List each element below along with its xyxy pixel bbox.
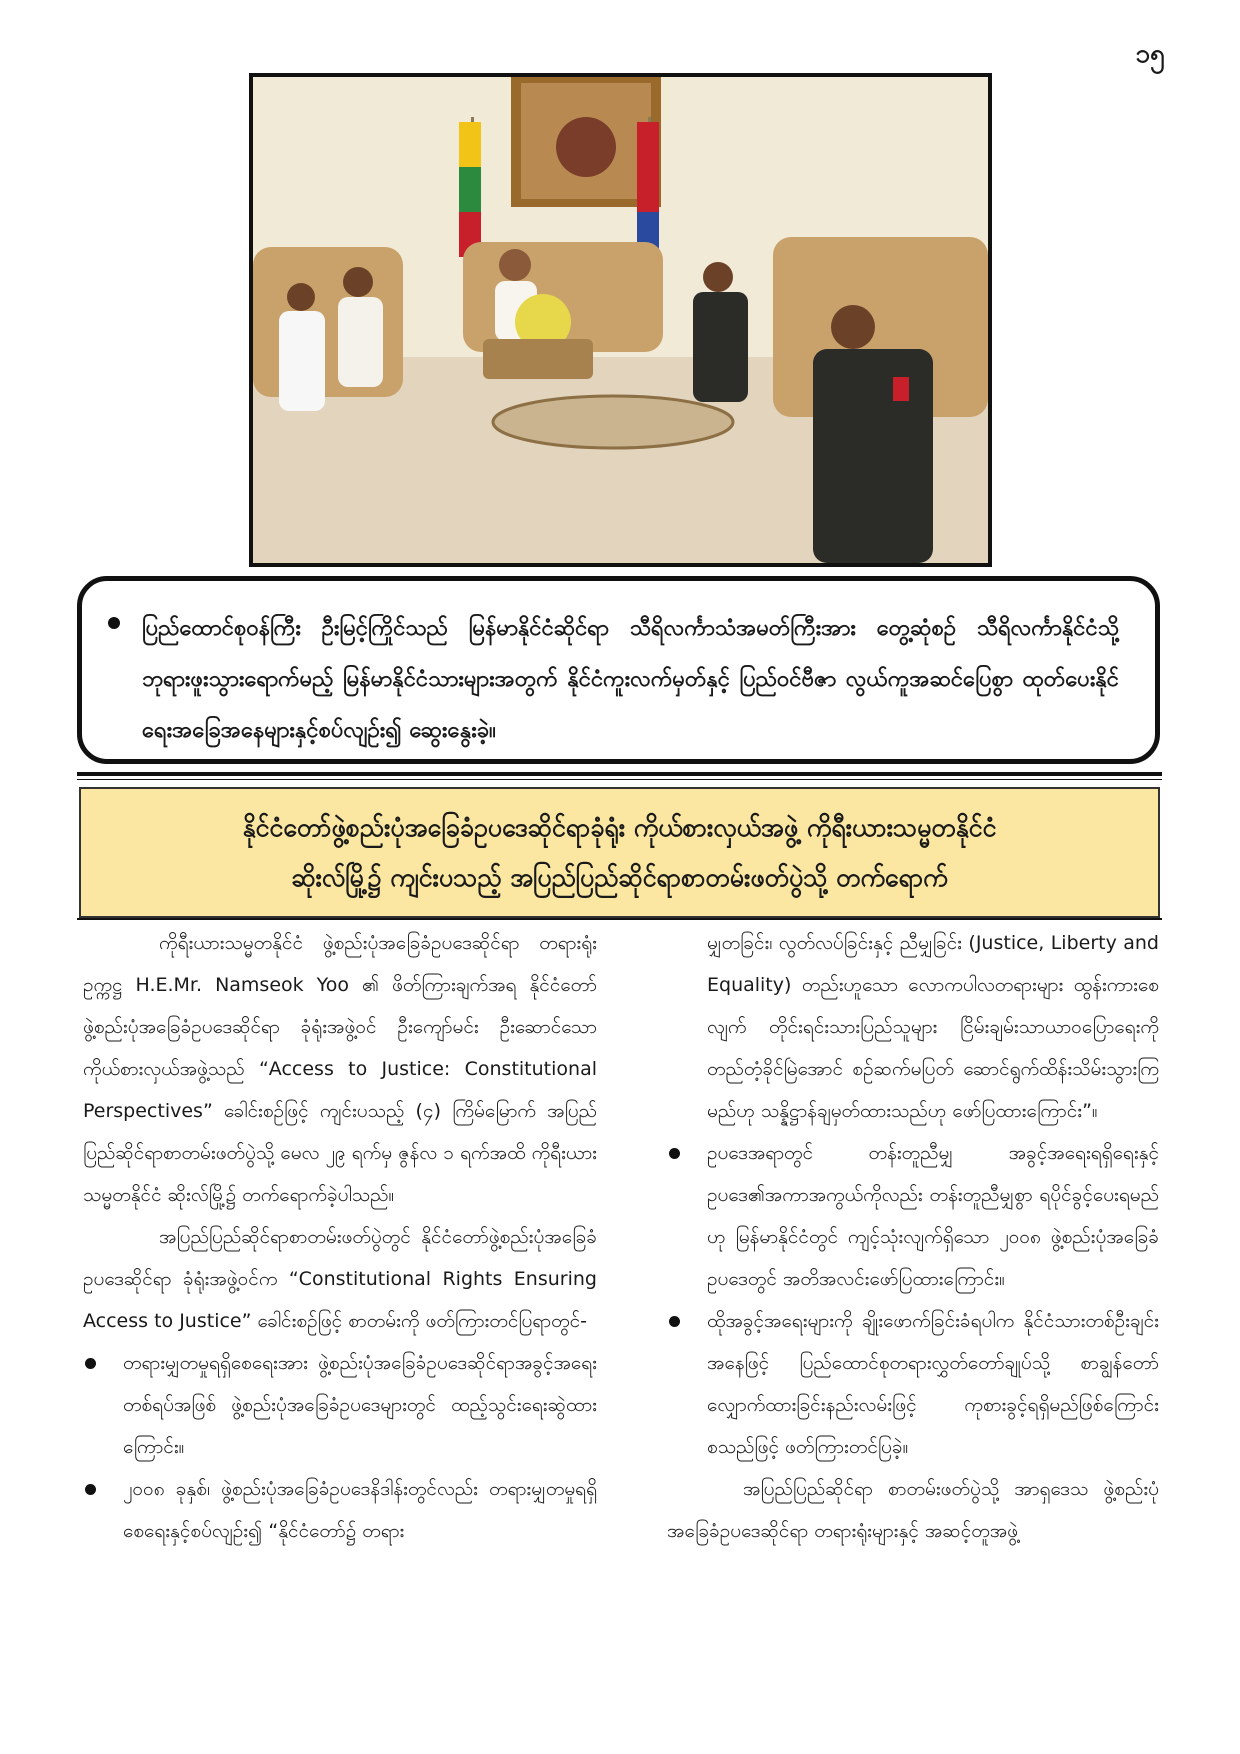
- article-heading: [79, 787, 1160, 918]
- heading-underline: [77, 918, 1162, 920]
- coffee-table: [483, 339, 593, 379]
- section-divider-thin: [77, 779, 1162, 780]
- photo-caption: ပြည်ထောင်စုဝန်ကြီး ဦးမြင့်ကြိုင်သည် မြန်မာနိုင်ငံဆိုင်ရာ သီရိလင်္ကာသံအမတ်ကြီးအား တွေ့ဆုံစဉ် သီရိလင်္ကာနိုင်ငံသို့ ဘုရားဖူးသွားရောက်မည့် မြန်မာနိုင်ငံသားများအတွက် နိုင်ငံကူးလက်မှတ်နှင့် ပြည်ဝင်ဗီဇာ လွယ်ကူအဆင်ပြေစွာ ထုတ်ပေးနိုင်ရေးအခြေအနေများနှင့်စပ်လျဉ်း၍ ဆွေးနွေးခဲ့။: [142, 603, 1119, 756]
- article-paragraph: ကိုရီးယားသမ္မတနိုင်ငံ ဖွဲ့စည်းပုံအခြေခံဥပဒေဆိုင်ရာ တရားရုံးဥက္ကဋ္ဌ H.E.Mr. Namseok Yoo ၏ ဖိတ်ကြားချက်အရ နိုင်ငံတော်ဖွဲ့စည်းပုံအခြေခံဥပဒေဆိုင်ရာ ခုံရုံးအဖွဲ့ဝင် ဦးကျော်မင်း ဦးဆောင်သောကိုယ်စားလှယ်အဖွဲ့သည် “Access to Justice: Constitutional Perspectives” ခေါင်းစဉ်ဖြင့် ကျင်းပသည့် (၄) ကြိမ်မြောက် အပြည်ပြည်ဆိုင်ရာစာတမ်းဖတ်ပွဲသို့ မေလ ၂၉ ရက်မှ ဇွန်လ ၁ ရက်အထိ ကိုရီးယား သမ္မတနိုင်ငံ ဆိုးလ်မြို့၌ တက်ရောက်ခဲ့ပါသည်။: [83, 932, 597, 1206]
- host-head: [499, 249, 531, 281]
- section-divider: [77, 772, 1162, 776]
- article-paragraph: အပြည်ပြည်ဆိုင်ရာ စာတမ်းဖတ်ပွဲသို့ အာရှဒေသ ဖွဲ့စည်းပုံအခြေခံဥပဒေဆိုင်ရာ တရားရုံးများနှင့် အဆင့်တူအဖွဲ့: [667, 1478, 1159, 1542]
- article-bullet: ဥပဒေအရာတွင် တန်းတူညီမျှ အခွင့်အရေးရရှိရေးနှင့် ဥပဒေ၏အကာအကွယ်ကိုလည်း တန်းတူညီမျှစွာ ရပိုင်ခွင့်ပေးရမည်ဟု မြန်မာနိုင်ငံတွင် ကျင့်သုံးလျက်ရှိသော ၂၀၀၈ ဖွဲ့စည်းပုံအခြေခံဥပဒေတွင် အတိအလင်းဖော်ပြထားကြောင်း။: [667, 1132, 1159, 1300]
- meeting-photo: [249, 73, 992, 567]
- article-heading-line2: ဆိုးလ်မြို့၌ ကျင်းပသည့် အပြည်ပြည်ဆိုင်ရာစာတမ်းဖတ်ပွဲသို့ တက်ရောက်: [291, 862, 948, 892]
- article-heading-line1: နိုင်ငံတော်ဖွဲ့စည်းပုံအခြေခံဥပဒေဆိုင်ရာခုံရုံး ကိုယ်စားလှယ်အဖွဲ့ ကိုရီးယားသမ္မတနိုင်ငံ: [242, 812, 997, 842]
- meeting-photo-illustration: [253, 77, 988, 563]
- flag-left-yellow: [459, 122, 481, 167]
- officer-woman-body: [279, 311, 325, 411]
- article-column-right: [667, 922, 1159, 1742]
- officer-woman-head: [287, 283, 315, 311]
- officer2-badge: [893, 377, 909, 401]
- page-number: ၁၅: [1135, 39, 1165, 69]
- article-paragraph: အပြည်ပြည်ဆိုင်ရာစာတမ်းဖတ်ပွဲတွင် နိုင်ငံတော်ဖွဲ့စည်းပုံအခြေခံဥပဒေဆိုင်ရာ ခုံရုံးအဖွဲ့ဝင်က “Constitutional Rights Ensuring Access to Justice” ခေါင်းစဉ်ဖြင့် စာတမ်းကို ဖတ်ကြားတင်ပြရာတွင်-: [83, 1226, 597, 1332]
- officer2-head: [831, 305, 875, 349]
- guest-body: [338, 297, 383, 387]
- guest-head: [343, 267, 373, 297]
- article-bullet: ထိုအခွင့်အရေးများကို ချိုးဖောက်ခြင်းခံရပါက နိုင်ငံသားတစ်ဦးချင်းအနေဖြင့် ပြည်ထောင်စုတရားလွှတ်တော်ချုပ်သို့ စာချွန်တော်လျှောက်ထားခြင်းနည်းလမ်းဖြင့် ကုစားခွင့်ရရှိမည်ဖြစ်ကြောင်း စသည်ဖြင့် ဖတ်ကြားတင်ပြခဲ့။: [667, 1300, 1159, 1468]
- article-bullet: တရားမျှတမှုရရှိစေရေးအား ဖွဲ့စည်းပုံအခြေခံဥပဒေဆိုင်ရာအခွင့်အရေး တစ်ရပ်အဖြစ် ဖွဲ့စည်းပုံအခြေခံဥပဒေများတွင် ထည့်သွင်းရေးဆွဲထားကြောင်း။: [83, 1342, 597, 1468]
- flag-right-red: [637, 122, 659, 212]
- article-bullet: ၂၀၀၈ ခုနှစ်၊ ဖွဲ့စည်းပုံအခြေခံဥပဒေနိဒါန်းတွင်လည်း တရားမျှတမှုရရှိစေရေးနှင့်စပ်လျဉ်း၍ “နိုင်ငံတော်၌ တရား: [83, 1468, 597, 1552]
- painting-figure: [556, 117, 616, 177]
- officer1-body: [693, 292, 748, 402]
- article-column-left: [83, 922, 597, 1742]
- photo-caption-box: [77, 576, 1160, 764]
- officer2-body: [813, 349, 933, 563]
- article-paragraph: မျှတခြင်း၊ လွတ်လပ်ခြင်းနှင့် ညီမျှခြင်း (Justice, Liberty and Equality) တည်းဟူသော လောကပါလတရားများ ထွန်းကားစေလျက် တိုင်းရင်းသားပြည်သူများ ငြိမ်းချမ်းသာယာဝပြောရေးကို တည်တံ့ခိုင်မြဲအောင် စဉ်ဆက်မပြတ် ဆောင်ရွက်ထိန်းသိမ်းသွားကြမည်ဟု သန္နိဋ္ဌာန်ချမှတ်ထားသည်ဟု ဖော်ပြထားကြောင်း”။: [707, 932, 1159, 1122]
- officer1-head: [703, 262, 733, 292]
- photo-rug: [493, 396, 733, 448]
- flag-left-green: [459, 167, 481, 212]
